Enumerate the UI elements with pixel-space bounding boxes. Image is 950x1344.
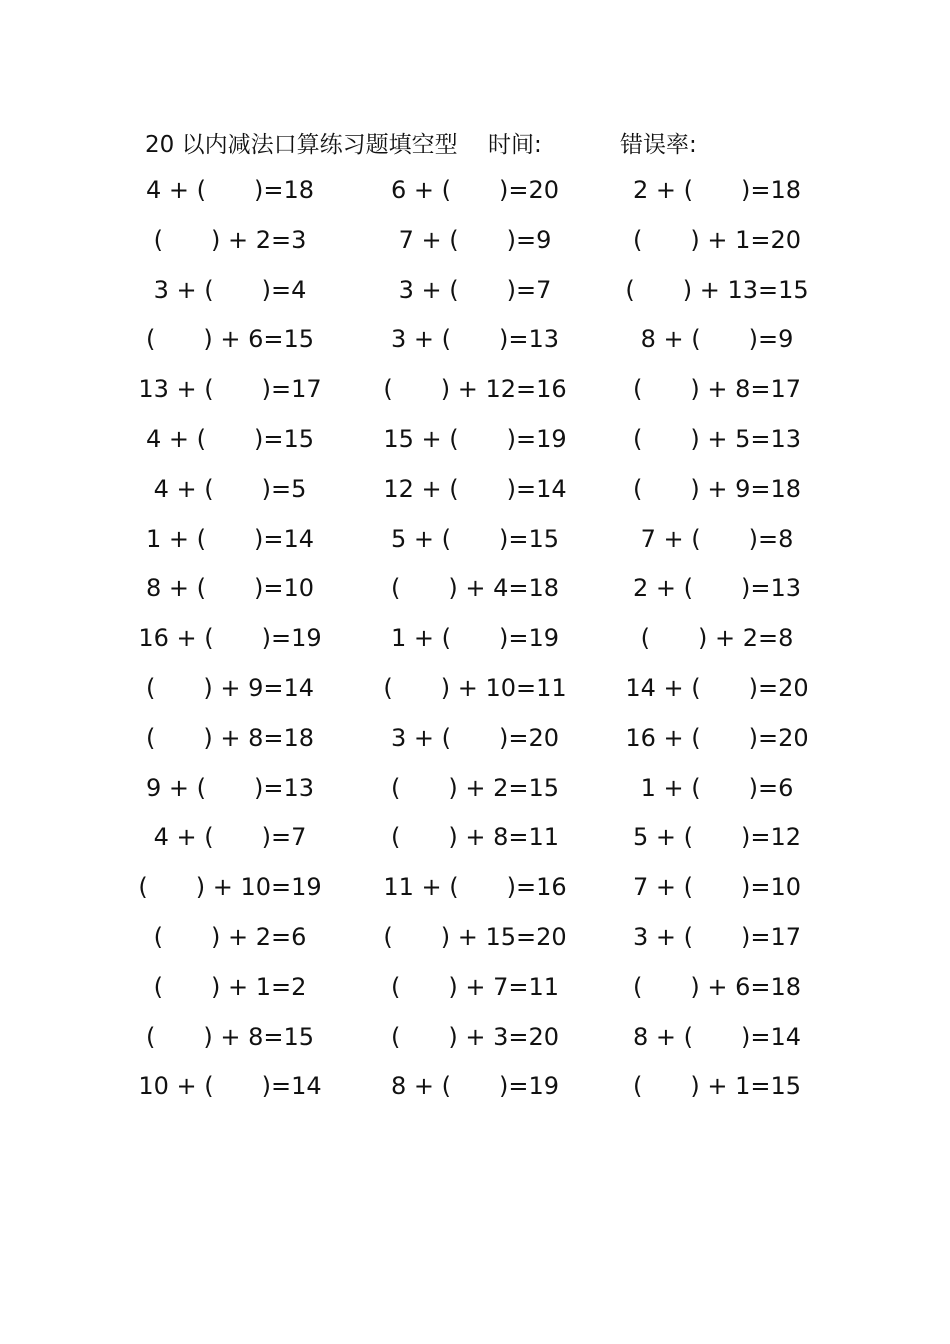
problem-item: ( ) + 2=15: [390, 773, 559, 802]
problem-row: [0, 967, 950, 1017]
problem-item: ( ) + 4=18: [390, 574, 559, 603]
problem-item: 5 + ( )=12: [632, 823, 801, 852]
problem-item: ( ) + 6=18: [632, 972, 801, 1001]
problem-item: 14 + ( )=20: [625, 674, 809, 702]
problem-row: [0, 419, 950, 469]
problem-item: 3 + ( )=20: [390, 723, 559, 752]
problem-item: 11 + ( )=16: [383, 873, 567, 902]
problem-item: 8 + ( )=19: [390, 1072, 559, 1101]
problem-item: 7 + ( )=10: [632, 873, 801, 902]
problem-item: ( ) + 15=20: [383, 923, 567, 951]
problem-item: ( ) + 1=15: [632, 1072, 801, 1101]
problem-row: [0, 917, 950, 967]
problem-item: 8 + ( )=9: [640, 325, 794, 354]
problem-item: 1 + ( )=6: [640, 773, 794, 802]
time-label: 时间:: [488, 132, 542, 158]
problem-item: 4 + ( )=7: [153, 823, 307, 852]
problem-item: 5 + ( )=15: [390, 524, 559, 553]
problem-item: 7 + ( )=9: [398, 225, 552, 254]
problem-item: 4 + ( )=5: [153, 474, 307, 503]
error-rate-label: 错误率:: [620, 132, 697, 158]
problem-item: 2 + ( )=18: [632, 176, 801, 204]
problem-item: 3 + ( )=7: [398, 275, 552, 304]
problem-item: ( ) + 5=13: [632, 425, 801, 453]
problem-item: ( ) + 6=15: [145, 325, 314, 354]
problem-row: [0, 1017, 950, 1067]
problem-item: 2 + ( )=13: [632, 574, 801, 603]
problem-item: ( ) + 10=19: [138, 873, 322, 902]
problem-item: ( ) + 2=6: [153, 923, 307, 951]
problem-row: [0, 568, 950, 618]
problem-item: 6 + ( )=20: [390, 176, 559, 204]
problem-row: [0, 668, 950, 718]
problem-item: ( ) + 9=18: [632, 474, 801, 503]
problem-item: 3 + ( )=4: [153, 275, 307, 304]
problem-item: ( ) + 10=11: [383, 674, 567, 702]
problem-item: 9 + ( )=13: [145, 773, 314, 802]
problem-item: 15 + ( )=19: [383, 425, 567, 453]
problem-row: [0, 817, 950, 867]
problem-row: [0, 469, 950, 519]
problem-item: ( ) + 8=11: [390, 823, 559, 852]
problem-row: [0, 618, 950, 668]
problem-row: [0, 369, 950, 419]
problem-row: [0, 768, 950, 818]
problem-item: 3 + ( )=17: [632, 923, 801, 951]
problem-item: ( ) + 2=3: [153, 225, 307, 254]
problem-item: 8 + ( )=10: [145, 574, 314, 603]
problem-item: 7 + ( )=8: [640, 524, 794, 553]
problem-item: 4 + ( )=15: [145, 425, 314, 453]
problem-row: [0, 1066, 950, 1116]
problem-item: ( ) + 8=15: [145, 1022, 314, 1051]
problem-item: ( ) + 8=17: [632, 375, 801, 404]
problem-item: 16 + ( )=20: [625, 723, 809, 752]
problem-row: [0, 718, 950, 768]
problem-item: ( ) + 7=11: [390, 972, 559, 1001]
problem-item: 1 + ( )=19: [390, 624, 559, 653]
problem-item: 1 + ( )=14: [145, 524, 314, 553]
problem-item: ( ) + 9=14: [145, 674, 314, 702]
problem-row: [0, 867, 950, 917]
problem-item: 16 + ( )=19: [138, 624, 322, 653]
problem-item: 13 + ( )=17: [138, 375, 322, 404]
problem-item: 10 + ( )=14: [138, 1072, 322, 1101]
problem-item: ( ) + 12=16: [383, 375, 567, 404]
problem-item: ( ) + 3=20: [390, 1022, 559, 1051]
problem-item: 4 + ( )=18: [145, 176, 314, 204]
problem-item: 8 + ( )=14: [632, 1022, 801, 1051]
problem-row: [0, 519, 950, 569]
problem-item: 12 + ( )=14: [383, 474, 567, 503]
problem-row: [0, 220, 950, 270]
problem-item: ( ) + 2=8: [640, 624, 794, 653]
problem-row: [0, 319, 950, 369]
problem-item: ( ) + 13=15: [625, 275, 809, 304]
problem-item: ( ) + 8=18: [145, 723, 314, 752]
problem-row: [0, 270, 950, 320]
problem-item: ( ) + 1=2: [153, 972, 307, 1001]
problem-row: [0, 170, 950, 220]
problem-item: 3 + ( )=13: [390, 325, 559, 354]
worksheet-title: 20 以内减法口算练习题填空型: [145, 132, 458, 158]
problem-item: ( ) + 1=20: [632, 225, 801, 254]
